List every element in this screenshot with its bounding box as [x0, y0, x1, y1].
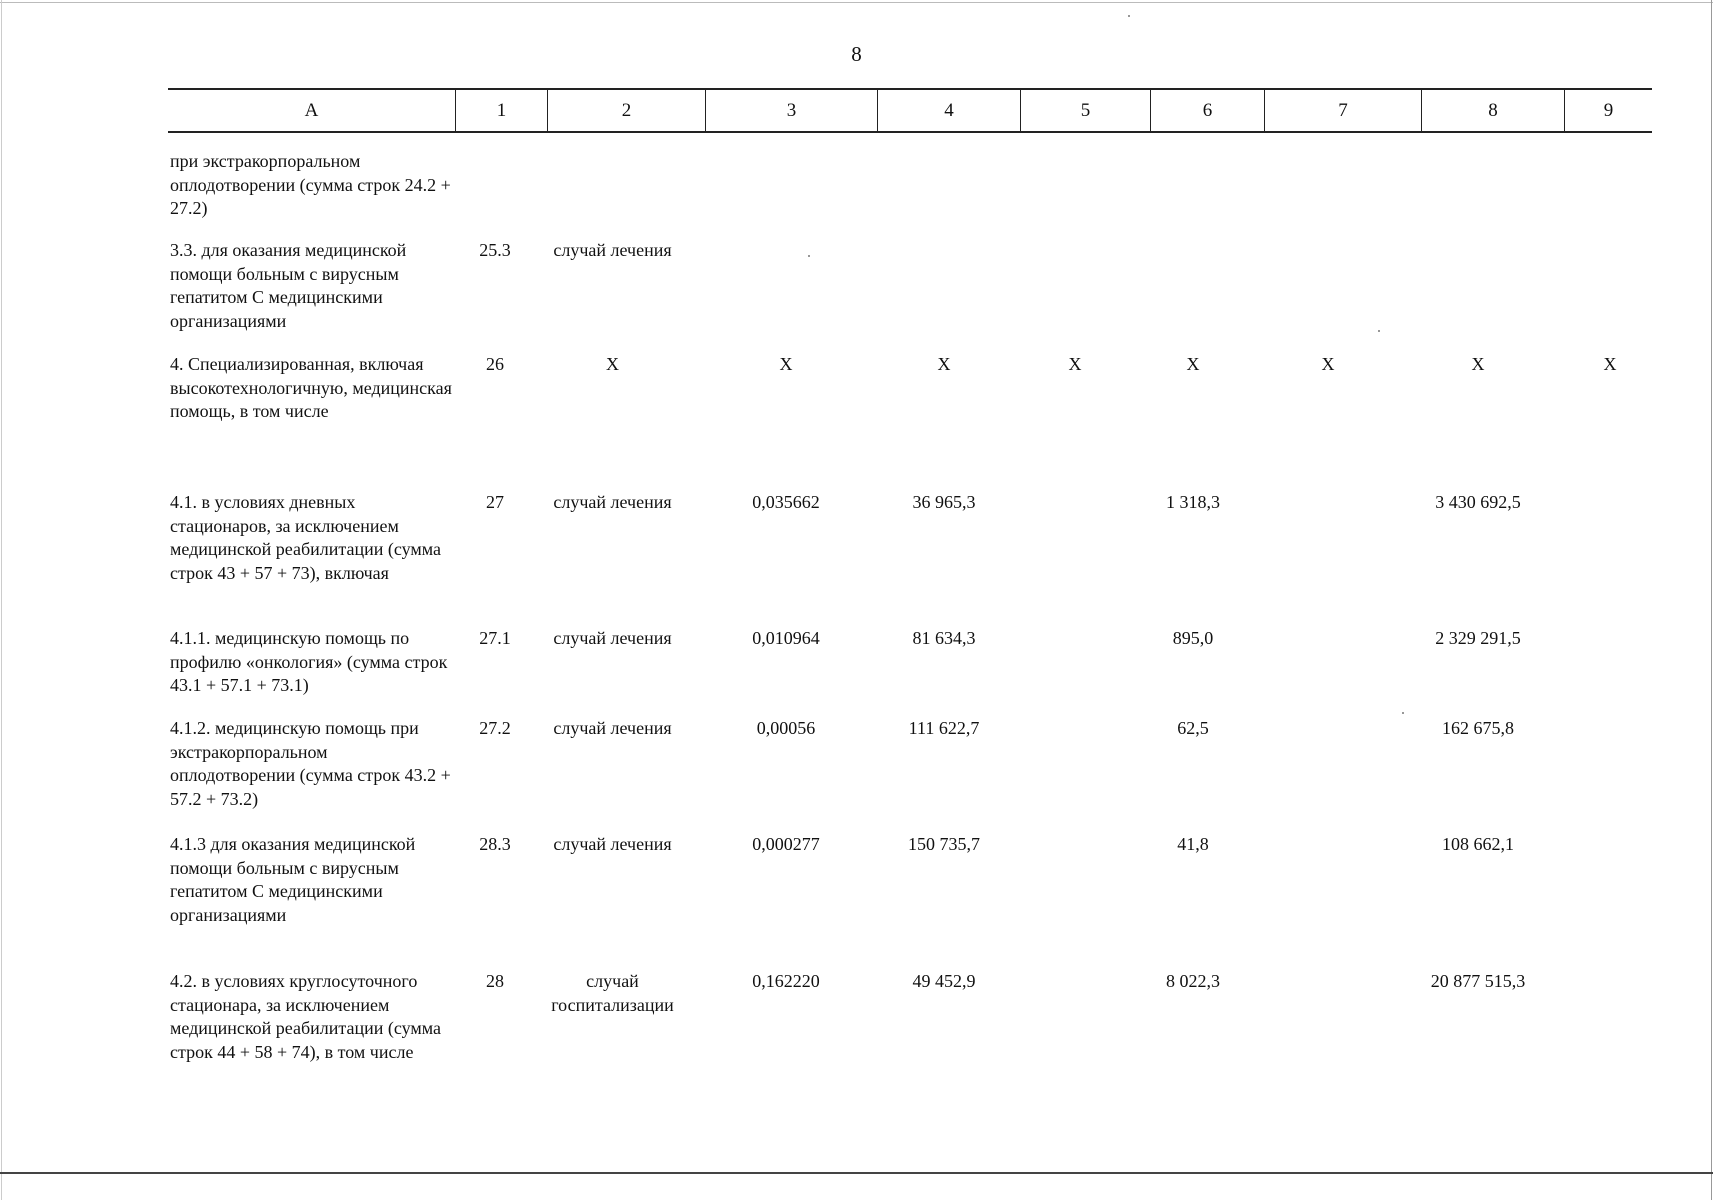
cell-col3: 0,010964	[752, 628, 820, 648]
row-label: 4.1. в условиях дневных стационаров, за исключением медицинской реабилитации (сумма строк 43 + 57 + 73), включая	[170, 492, 442, 583]
cell-col4: Х	[937, 354, 951, 374]
cell-col9: Х	[1603, 354, 1617, 374]
cell-col8: Х	[1471, 354, 1485, 374]
row-label: 4.1.3 для оказания медицинской помощи больным с вирусным гепатитом С медицинскими организациями	[170, 834, 416, 925]
cell-col6: 8 022,3	[1166, 971, 1220, 991]
cell-line-number: 28.3	[479, 834, 511, 854]
cell-line-number: 27	[486, 492, 504, 512]
cell-unit: случай лечения	[553, 240, 672, 260]
header-cell-1: 1	[456, 90, 548, 131]
cell-col3: 0,162220	[752, 971, 820, 991]
scan-edge-left	[1, 0, 2, 1200]
cell-line-number: 27.2	[479, 718, 511, 738]
cell-unit: случай госпитализации	[551, 971, 674, 1015]
cell-col5: Х	[1068, 354, 1082, 374]
header-cell-7: 7	[1265, 90, 1422, 131]
cell-col8: 108 662,1	[1442, 834, 1514, 854]
cell-unit: случай лечения	[553, 834, 672, 854]
header-cell-a: А	[168, 90, 456, 131]
cell-line-number: 25.3	[479, 240, 511, 260]
header-cell-3: 3	[706, 90, 878, 131]
cell-col6: 62,5	[1177, 718, 1209, 738]
scan-speck	[1378, 330, 1380, 332]
cell-unit: случай лечения	[553, 492, 672, 512]
cell-col8: 2 329 291,5	[1435, 628, 1521, 648]
cell-unit: случай лечения	[553, 718, 672, 738]
cell-col3: 0,035662	[752, 492, 820, 512]
cell-col6: 895,0	[1172, 628, 1214, 648]
header-cell-6: 6	[1151, 90, 1265, 131]
header-cell-2: 2	[548, 90, 706, 131]
scan-speck	[1128, 15, 1130, 17]
cell-col4: 49 452,9	[912, 971, 976, 991]
cell-col6: 41,8	[1177, 834, 1209, 854]
scan-edge-right	[1711, 0, 1712, 1200]
cell-col4: 36 965,3	[912, 492, 976, 512]
cell-unit: Х	[606, 354, 619, 374]
scan-speck	[808, 255, 810, 257]
cell-line-number: 28	[486, 971, 504, 991]
cell-col3: Х	[779, 354, 793, 374]
cell-col3: 0,00056	[756, 718, 816, 738]
cell-col4: 111 622,7	[908, 718, 980, 738]
header-cell-8: 8	[1422, 90, 1565, 131]
cell-col8: 162 675,8	[1442, 718, 1514, 738]
cell-col4: 150 735,7	[908, 834, 980, 854]
row-label: 4.1.2. медицинскую помощь при экстракорпоральном оплодотворении (сумма строк 43.2 + 57.2 + 73.2)	[170, 718, 451, 809]
header-cell-4: 4	[878, 90, 1021, 131]
scan-speck	[1402, 712, 1404, 714]
header-cell-9: 9	[1603, 100, 1614, 121]
row-label: 4.1.1. медицинскую помощь по профилю «онкология» (сумма строк 43.1 + 57.1 + 73.1)	[170, 628, 448, 695]
cell-line-number: 27.1	[479, 628, 511, 648]
cell-unit: случай лечения	[553, 628, 672, 648]
header-cell-5: 5	[1021, 90, 1151, 131]
row-label: 4. Специализированная, включая высокотехнологичную, медицинская помощь, в том числе	[170, 354, 452, 421]
cell-col8: 20 877 515,3	[1430, 971, 1526, 991]
cell-line-number: 26	[486, 354, 504, 374]
row-label: 3.3. для оказания медицинской помощи больным с вирусным гепатитом С медицинскими организациями	[170, 240, 407, 331]
cell-col6: 1 318,3	[1166, 492, 1220, 512]
cell-col3: 0,000277	[752, 834, 820, 854]
row-label: 4.2. в условиях круглосуточного стационара, за исключением медицинской реабилитации (сумма строк 44 + 58 + 74), в том числе	[170, 971, 442, 1062]
table-header	[168, 88, 1652, 133]
cell-col4: 81 634,3	[912, 628, 976, 648]
scan-edge-bottom	[0, 1172, 1713, 1174]
scan-edge-top	[0, 2, 1713, 3]
row-label: при экстракорпоральном оплодотворении (сумма строк 24.2 + 27.2)	[170, 151, 451, 218]
cell-col7: Х	[1321, 354, 1335, 374]
page-number: 8	[851, 42, 862, 66]
cell-col6: Х	[1186, 354, 1200, 374]
cell-col8: 3 430 692,5	[1435, 492, 1521, 512]
